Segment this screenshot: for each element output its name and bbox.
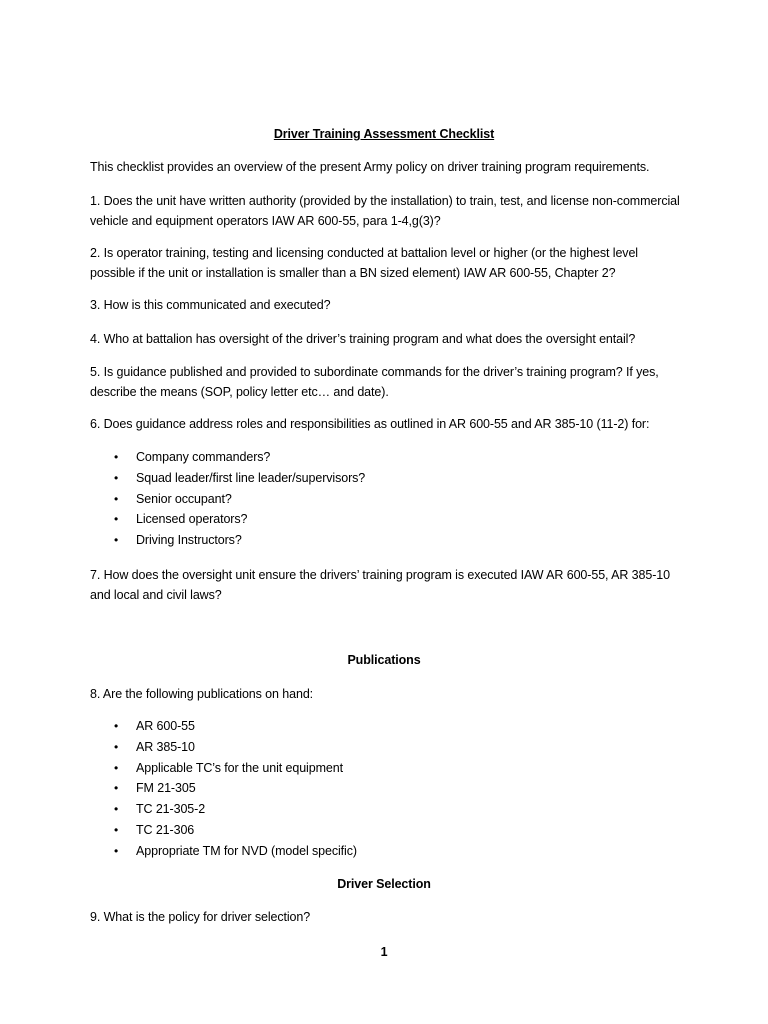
list-item: • AR 385-10 [90, 737, 357, 758]
question-3: 3. How is this communicated and executed? [90, 298, 331, 312]
list-item: • Senior occupant? [90, 489, 365, 510]
list-item: • Licensed operators? [90, 509, 365, 530]
question-6: 6. Does guidance address roles and responsibilities as outlined in AR 600-55 and AR 385-10 (11-2) for: [90, 417, 650, 431]
list-item: • FM 21-305 [90, 778, 357, 799]
question-9: 9. What is the policy for driver selection? [90, 910, 311, 924]
section-heading-publications: Publications [347, 653, 421, 667]
list-item: • Company commanders? [90, 447, 365, 468]
roles-list [90, 447, 365, 551]
document-title: Driver Training Assessment Checklist [273, 127, 495, 141]
question-5: 5. Is guidance published and provided to subordinate commands for the driver’s training program? If yes, describe the means (SOP, policy letter etc… and date). [90, 365, 659, 399]
list-item: • Driving Instructors? [90, 530, 365, 551]
intro-paragraph: This checklist provides an overview of the present Army policy on driver training program requirements. [90, 160, 650, 174]
list-item: • AR 600-55 [90, 716, 357, 737]
page-number: 1 [380, 945, 388, 959]
list-item: • TC 21-306 [90, 820, 357, 841]
publications-list [90, 716, 357, 862]
question-2: 2. Is operator training, testing and licensing conducted at battalion level or higher (or the highest level possible if the unit or installation is smaller than a BN sized element) IAW AR 600-55, Chapter 2? [90, 246, 638, 280]
list-item: • TC 21-305-2 [90, 799, 357, 820]
question-8: 8. Are the following publications on hand: [90, 687, 314, 701]
question-1: 1. Does the unit have written authority (provided by the installation) to train, test, and license non-commercial vehicle and equipment operators IAW AR 600-55, para 1-4,g(3)? [90, 194, 680, 228]
section-heading-driver-selection: Driver Selection [337, 877, 431, 891]
list-item: • Squad leader/first line leader/supervisors? [90, 468, 365, 489]
list-item: • Appropriate TM for NVD (model specific) [90, 841, 357, 862]
question-4: 4. Who at battalion has oversight of the driver’s training program and what does the oversight entail? [90, 332, 636, 346]
question-7: 7. How does the oversight unit ensure the drivers’ training program is executed IAW AR 600-55, AR 385-10 and local and civil laws? [90, 568, 670, 602]
list-item: • Applicable TC’s for the unit equipment [90, 758, 357, 779]
